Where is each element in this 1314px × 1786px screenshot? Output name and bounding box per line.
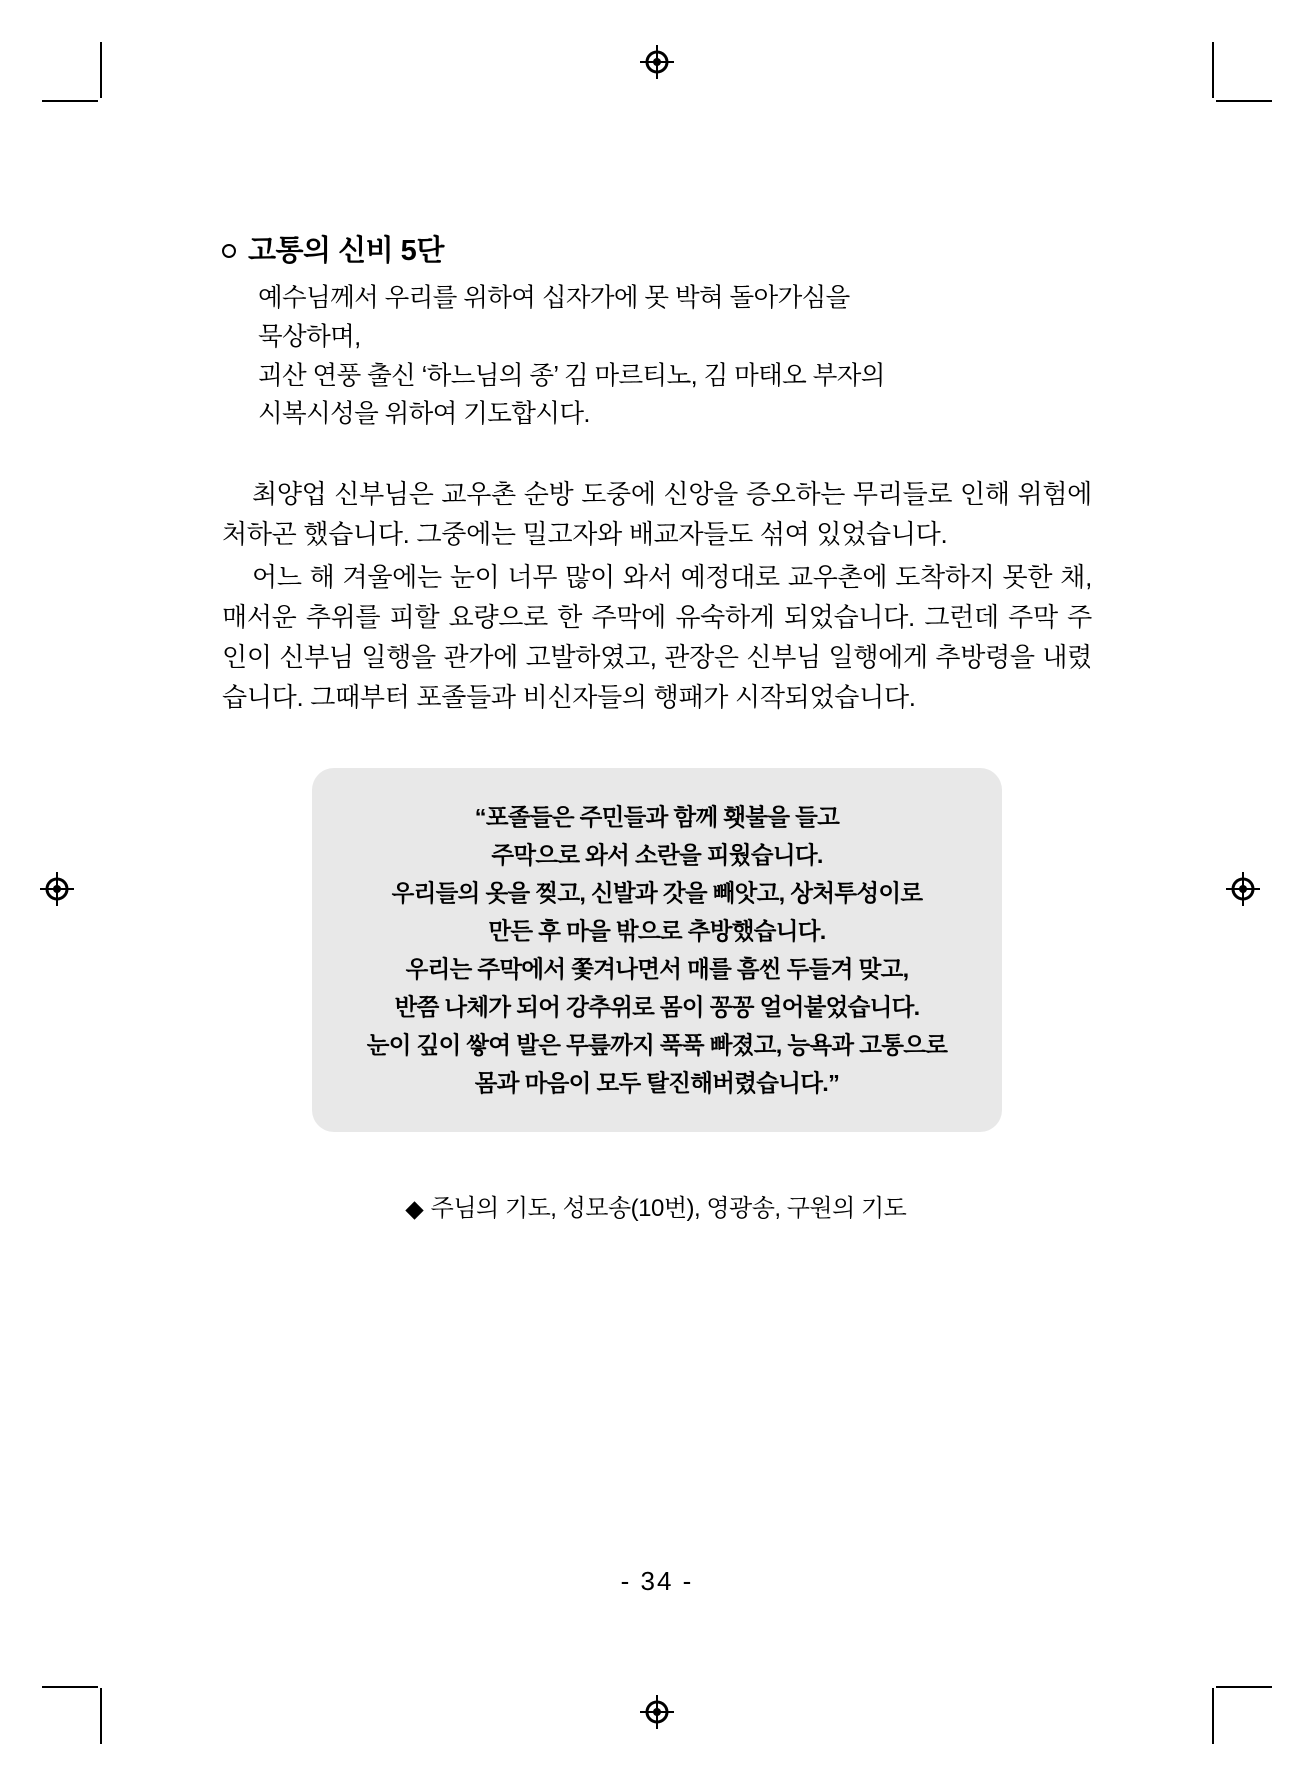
intro-line: 시복시성을 위하여 기도합시다. xyxy=(258,400,590,429)
quote-line: 눈이 깊이 쌓여 발은 무릎까지 푹푹 빠졌고, 능욕과 고통으로 xyxy=(366,1032,948,1059)
quote-line: “포졸들은 주민들과 함께 횃불을 들고 xyxy=(474,803,840,830)
body-paragraph: 최양업 신부님은 교우촌 순방 도중에 신앙을 증오하는 무리들로 인해 위험에 처하곤 했습니다. 그중에는 밀고자와 배교자들도 섞여 있었습니다. xyxy=(222,479,1092,550)
prayer-instruction xyxy=(222,1188,1092,1223)
body-text-block xyxy=(222,474,1092,718)
diamond-icon xyxy=(405,1202,423,1220)
quote-box xyxy=(312,768,1002,1133)
intro-line: 괴산 연풍 출신 ‘하느님의 종’ 김 마르티노, 김 마태오 부자의 xyxy=(258,361,885,390)
prayer-instruction-text: 주님의 기도, 성모송(10번), 영광송, 구원의 기도 xyxy=(430,1195,907,1223)
crop-mark-top-left-vertical xyxy=(100,42,102,98)
section-heading xyxy=(222,228,1092,269)
crop-mark-bottom-left-vertical xyxy=(100,1688,102,1744)
page-number: - 34 - xyxy=(620,1566,694,1596)
crop-mark-bottom-right-horizontal xyxy=(1216,1686,1272,1688)
body-paragraph: 어느 해 겨울에는 눈이 너무 많이 와서 예정대로 교우촌에 도착하지 못한 채, 매서운 추위를 피할 요량으로 한 주막에 유숙하게 되었습니다. 그런데 주막 주인이 신부님 일행을 관가에 고발하였고, 관장은 신부님 일행에게 추방령을 내렸습니다. 그때부터 포졸들과 비신자들의 행패가 시작되었습니다. xyxy=(222,561,1092,713)
quote-line: 몸과 마음이 모두 탈진해버렸습니다.” xyxy=(474,1070,840,1097)
page-content xyxy=(222,228,1092,1223)
intro-line: 예수님께서 우리를 위하여 십자가에 못 박혀 돌아가심을 xyxy=(258,284,850,312)
crop-mark-bottom-left-horizontal xyxy=(42,1686,98,1688)
quote-line: 우리들의 옷을 찢고, 신발과 갓을 빼앗고, 상처투성이로 xyxy=(391,879,923,906)
intro-line: 묵상하며, xyxy=(258,322,361,351)
registration-target-bottom xyxy=(640,1695,674,1729)
circle-outline-icon xyxy=(222,244,236,258)
quote-line: 우리는 주막에서 쫓겨나면서 매를 흠씬 두들겨 맞고, xyxy=(405,956,909,983)
quote-line: 주막으로 와서 소란을 피웠습니다. xyxy=(491,841,823,868)
crop-mark-bottom-right-vertical xyxy=(1212,1688,1214,1744)
section-heading-text: 고통의 신비 5단 xyxy=(248,235,444,267)
intro-text-block xyxy=(258,279,1092,434)
crop-mark-top-right-vertical xyxy=(1212,42,1214,98)
registration-target-right xyxy=(1226,872,1260,906)
crop-mark-top-left-horizontal xyxy=(42,100,98,102)
quote-line: 만든 후 마을 밖으로 추방했습니다. xyxy=(488,917,826,944)
crop-mark-top-right-horizontal xyxy=(1216,100,1272,102)
quote-line: 반쯤 나체가 되어 강추위로 몸이 꽁꽁 얼어붙었습니다. xyxy=(394,994,920,1021)
registration-target-left xyxy=(40,872,74,906)
registration-target-top xyxy=(640,45,674,79)
